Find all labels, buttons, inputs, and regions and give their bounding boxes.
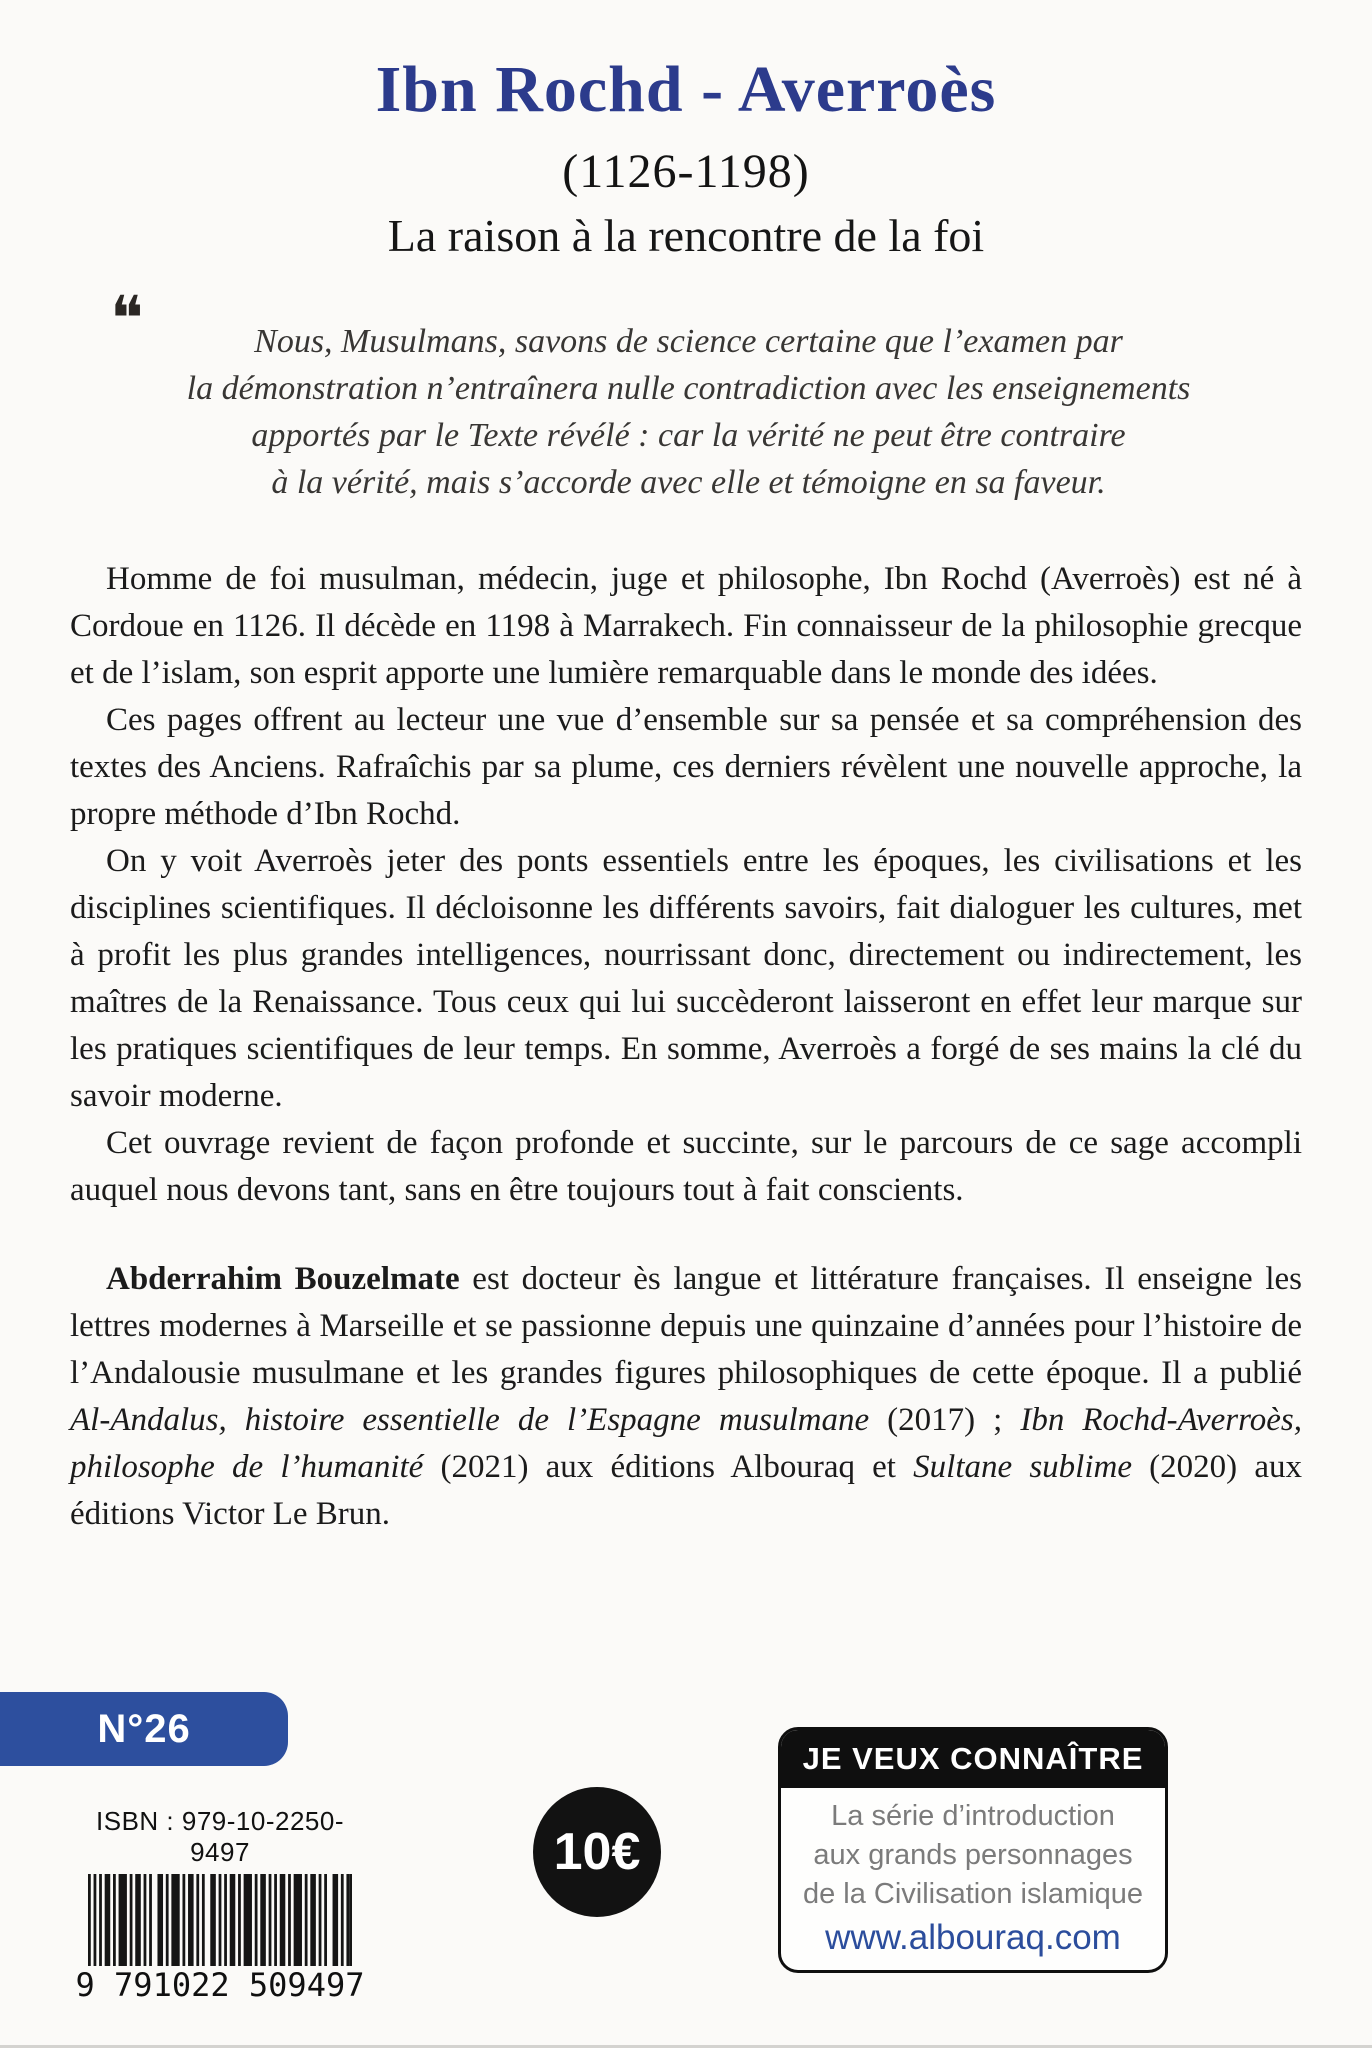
synopsis-paragraph: Homme de foi musulman, médecin, juge et philosophe, Ibn Rochd (Averroès) est né à Cordoue en 1126. Il décède en 1198 à Marrakech. Fin connaisseur de la philosophie grecque et de l’islam, son esprit apporte une lumière remarquable dans le monde des idées. <box>70 561 1302 691</box>
barcode-digits: 9 791022 509497 <box>73 1966 368 2004</box>
info-card-line: La série d’introduction <box>831 1800 1115 1832</box>
series-number-label: N°26 <box>97 1706 191 1751</box>
synopsis-paragraph: Ces pages offrent au lecteur une vue d’ensemble sur sa pensée et sa compréhension des textes des Anciens. Rafraîchis par sa plume, ces derniers révèlent une nouvelle approche, la propre méthode d’Ibn Rochd. <box>70 702 1302 832</box>
isbn-label: ISBN : 979-10-2250-9497 <box>96 1806 344 1867</box>
quote-line: la démonstration n’entraînera nulle contradiction avec les enseignements <box>186 370 1191 407</box>
price-label: 10€ <box>553 1823 641 1881</box>
synopsis <box>70 556 1302 1538</box>
price-badge <box>533 1787 661 1917</box>
publisher-url: www.albouraq.com <box>825 1918 1121 1957</box>
series-number-badge <box>0 1692 288 1766</box>
info-card-line: de la Civilisation islamique <box>802 1878 1144 1910</box>
info-card-line: aux grands personnages <box>813 1839 1133 1871</box>
quote-line: apportés par le Texte révélé : car la vérité ne peut être contraire <box>251 417 1126 454</box>
life-dates: (1126-1198) <box>562 145 810 198</box>
author-bio: Abderrahim Bouzelmate est docteur ès langue et littérature françaises. Il enseigne les lettres modernes à Marseille et se passionne depuis une quinzaine d’années pour l’histoire de l’Andalousie musulmane et les grandes figures philosophiques de cette époque. Il a publié Al-Andalus, histoire essentielle de l’Espagne musulmane (2017) ; Ibn Rochd-Averroès, philosophe de l’humanité (2021) aux éditions Albouraq et Sultane sublime (2020) aux éditions Victor Le Brun. <box>70 1261 1302 1532</box>
open-quote-icon: ❝ <box>110 282 144 355</box>
quote-line: Nous, Musulmans, savons de science certaine que l’examen par <box>254 323 1123 360</box>
quote-line: à la vérité, mais s’accorde avec elle et témoigne en sa faveur. <box>271 464 1106 501</box>
synopsis-paragraph: On y voit Averroès jeter des ponts essentiels entre les époques, les civilisations et les disciplines scientifiques. Il décloisonne les différents savoirs, fait dialoguer les cultures, met à profit les plus grandes intelligences, nourrissant donc, directement ou indirectement, les maîtres de la Renaissance. Tous ceux qui lui succèderont laisseront en effet leur marque sur les pratiques scientifiques de leur temps. En somme, Averroès a forgé de ses mains la clé du savoir moderne. <box>70 843 1302 1114</box>
masthead <box>0 52 1372 262</box>
synopsis-paragraph: Cet ouvrage revient de façon profonde et succinte, sur le parcours de ce sage accompli auquel nous devons tant, sans en être toujours tout à fait conscients. <box>70 1125 1302 1208</box>
book-title: Ibn Rochd - Averroès <box>375 53 997 126</box>
info-card-body <box>781 1788 1165 1960</box>
series-info-card <box>778 1727 1168 1973</box>
isbn-block <box>70 1806 370 2004</box>
barcode-image <box>88 1874 352 1976</box>
book-subtitle: La raison à la rencontre de la foi <box>387 210 985 261</box>
epigraph-quote <box>100 282 1277 506</box>
info-card-header: JE VEUX CONNAÎTRE <box>781 1730 1165 1788</box>
